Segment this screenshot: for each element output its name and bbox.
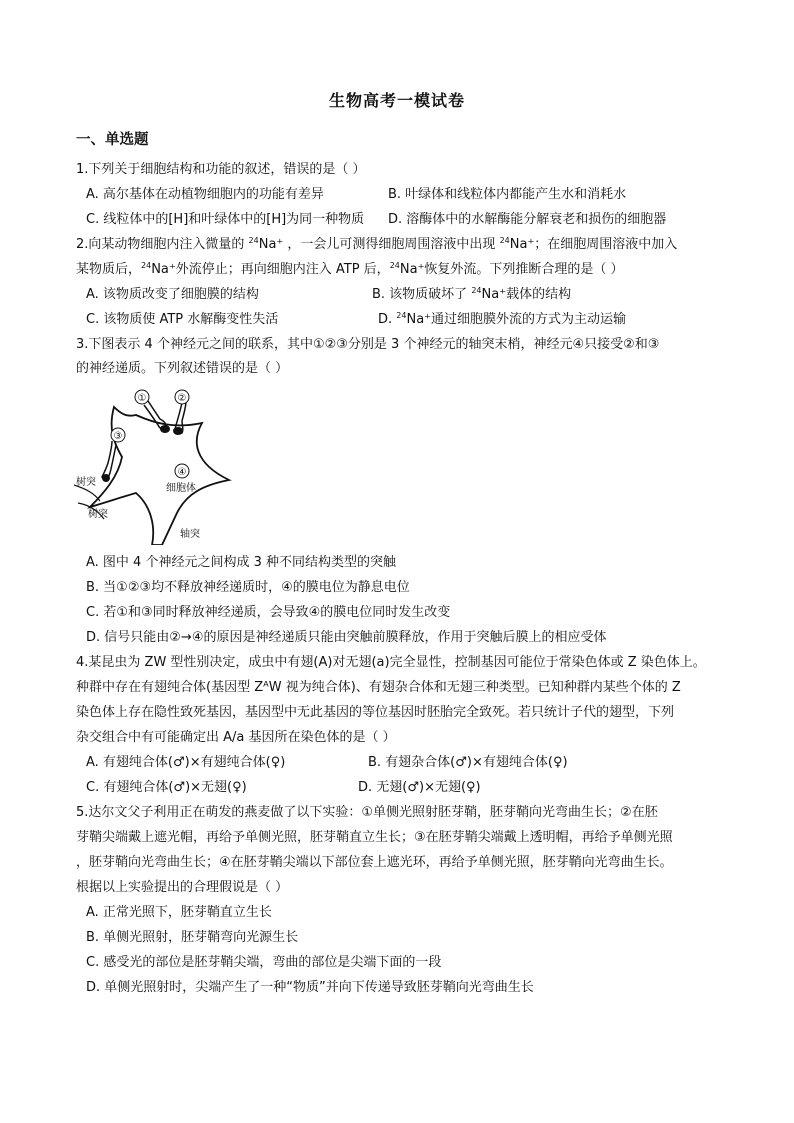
page-title: 生物高考一模试卷 bbox=[328, 91, 465, 110]
q2-superscript: 24 bbox=[499, 236, 510, 245]
q2-option-d bbox=[378, 311, 626, 329]
q3-stem-line2: 的神经递质。下列叙述错误的是（ ） bbox=[76, 361, 289, 376]
q5-option-b: B. 单侧光照射，胚芽鞘弯向光源生长 bbox=[86, 930, 299, 945]
q2-text: 某物质后， bbox=[76, 262, 142, 277]
q2-text: Na⁺载体的结构 bbox=[481, 287, 572, 302]
q5-option-c: C. 感受光的部位是胚芽鞘尖端，弯曲的部位是尖端下面的一段 bbox=[86, 955, 442, 970]
neuron-diagram bbox=[74, 385, 234, 545]
q2-text: B. 该物质破坏了 bbox=[372, 287, 472, 302]
q1-option-b: B. 叶绿体和线粒体内都能产生水和消耗水 bbox=[388, 187, 627, 202]
neuron-diagram-svg bbox=[74, 385, 234, 545]
q2-stem-line1 bbox=[76, 236, 677, 254]
axon-terminal-3 bbox=[102, 441, 116, 479]
q1-option-a: A. 高尔基体在动植物细胞内的功能有差异 bbox=[86, 187, 324, 202]
q5-stem-line3: ，胚芽鞘向光弯曲生长；④在胚芽鞘尖端以下部位套上遮光环，再给予单侧光照，胚芽鞘向光弯曲生长。 bbox=[76, 855, 673, 870]
soma-label: 细胞体 bbox=[166, 483, 196, 494]
q3-option-c: C. 若①和③同时释放神经递质，会导致④的膜电位同时发生改变 bbox=[86, 605, 451, 620]
q2-option-b bbox=[372, 286, 571, 304]
q2-stem-line2 bbox=[76, 261, 624, 279]
section-heading: 一、单选题 bbox=[76, 132, 149, 148]
q2-text: Na⁺ ，一会儿可测得细胞周围溶液中出现 bbox=[258, 237, 500, 252]
dendrite-label-1: 树突 bbox=[76, 477, 96, 488]
q1-option-c: C. 线粒体中的[H]和叶绿体中的[H]为同一种物质 bbox=[86, 212, 365, 227]
q1-option-d: D. 溶酶体中的水解酶能分解衰老和损伤的细胞器 bbox=[388, 212, 667, 227]
q1-stem: 1.下列关于细胞结构和功能的叙述，错误的是（ ） bbox=[76, 162, 366, 177]
axon-label: 轴突 bbox=[180, 529, 200, 540]
q3-option-b: B. 当①②③均不释放神经递质时，④的膜电位为静息电位 bbox=[86, 580, 410, 595]
q4-option-c: C. 有翅纯合体(♂)×无翅(♀) bbox=[86, 780, 247, 795]
q5-option-a: A. 正常光照下，胚芽鞘直立生长 bbox=[86, 905, 272, 920]
q4-stem-line1: 4.某昆虫为 ZW 型性别决定，成虫中有翅(A)对无翅(a)完全显性，控制基因可能位于常染色体或 Z 染色体上。 bbox=[76, 655, 706, 670]
q5-option-d: D. 单侧光照射时，尖端产生了一种“物质”并向下传递导致胚芽鞘向光弯曲生长 bbox=[86, 980, 534, 995]
q2-superscript: 24 bbox=[248, 236, 259, 245]
q4-stem-line3: 染色体上存在隐性致死基因，基因型中无此基因的等位基因时胚胎完全致死。若只统计子代的翅型，下列 bbox=[76, 705, 675, 720]
q4-stem-line2: 种群中存在有翅纯合体(基因型 ZᴬW 视为纯合体)、有翅杂合体和无翅三种类型。已知种群内某些个体的 Z bbox=[76, 680, 681, 695]
synapse-knob-2 bbox=[173, 427, 183, 435]
q2-text: Na⁺通过细胞膜外流的方式为主动运输 bbox=[406, 312, 627, 327]
q4-option-d: D. 无翅(♂)×无翅(♀) bbox=[358, 780, 481, 795]
q2-text: D. bbox=[378, 312, 397, 327]
q2-text: 2.向某动物细胞内注入微量的 bbox=[76, 237, 249, 252]
q2-superscript: 24 bbox=[471, 286, 482, 295]
q3-option-d: D. 信号只能由②→④的原因是神经递质只能由突触前膜释放，作用于突触后膜上的相应受体 bbox=[86, 630, 607, 645]
q3-stem-line1: 3.下图表示 4 个神经元之间的联系，其中①②③分别是 3 个神经元的轴突末梢，神经元④只接受②和③ bbox=[76, 337, 660, 352]
label-2: ② bbox=[177, 393, 187, 404]
q2-text: Na⁺恢复外流。下列推断合理的是（ ） bbox=[399, 262, 624, 277]
label-1: ① bbox=[137, 393, 147, 404]
label-3: ③ bbox=[113, 431, 123, 442]
q4-stem-line4: 杂交组合中有可能确定出 A/a 基因所在染色体的是（ ） bbox=[76, 730, 396, 745]
q2-superscript: 24 bbox=[396, 311, 407, 320]
q5-stem-line4: 根据以上实验提出的合理假说是（ ） bbox=[76, 880, 289, 895]
label-4: ④ bbox=[177, 467, 187, 478]
q2-option-c: C. 该物质使 ATP 水解酶变性失活 bbox=[86, 312, 279, 327]
q3-option-a: A. 图中 4 个神经元之间构成 3 种不同结构类型的突触 bbox=[86, 555, 397, 570]
q4-option-b: B. 有翅杂合体(♂)×有翅纯合体(♀) bbox=[368, 755, 568, 770]
synapse-knob-3 bbox=[102, 474, 110, 482]
dendrite-label-2: 树突 bbox=[88, 509, 108, 520]
q4-option-a: A. 有翅纯合体(♂)×有翅纯合体(♀) bbox=[86, 755, 286, 770]
q5-stem-line2: 芽鞘尖端戴上遮光帽，再给予单侧光照，胚芽鞘直立生长；③在胚芽鞘尖端戴上透明帽，再给予单侧光照 bbox=[76, 830, 673, 845]
q2-superscript: 24 bbox=[141, 261, 152, 270]
q2-option-a: A. 该物质改变了细胞膜的结构 bbox=[86, 287, 259, 302]
synapse-knob-1 bbox=[160, 425, 170, 433]
q2-superscript: 24 bbox=[389, 261, 400, 270]
q2-text: Na⁺；在细胞周围溶液中加入 bbox=[509, 237, 678, 252]
q2-text: Na⁺外流停止；再向细胞内注入 ATP 后， bbox=[151, 262, 390, 277]
q5-stem-line1: 5.达尔文父子利用正在萌发的燕麦做了以下实验：①单侧光照射胚芽鞘，胚芽鞘向光弯曲生长；②在胚 bbox=[76, 805, 658, 820]
